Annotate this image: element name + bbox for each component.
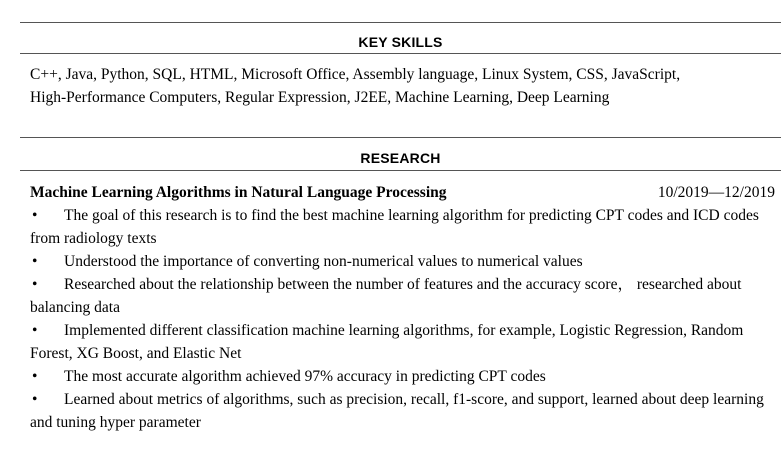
research-divider — [20, 170, 781, 171]
research-entry — [30, 181, 775, 434]
bullet-icon: • — [32, 253, 38, 270]
bullet-text: Researched about the relationship between the number of features and the accuracy score， researched about balancing data — [30, 276, 742, 316]
list-item — [30, 250, 775, 273]
key-skills-list — [30, 63, 775, 109]
bullet-icon: • — [32, 207, 38, 224]
top-divider — [20, 22, 781, 23]
project-dates: 10/2019—12/2019 — [657, 184, 775, 201]
bullet-text: Learned about metrics of algorithms, such as precision, recall, f1-score, and support, learned about deep learning and tuning hyper parameter — [30, 391, 764, 431]
project-title: Machine Learning Algorithms in Natural Language Processing — [30, 184, 447, 201]
research-heading: RESEARCH — [360, 150, 441, 166]
key-skills-line-2: High-Performance Computers, Regular Expression, J2EE, Machine Learning, Deep Learning — [30, 89, 610, 106]
list-item — [30, 319, 775, 365]
list-item — [30, 273, 775, 319]
key-skills-heading: KEY SKILLS — [358, 34, 443, 50]
key-skills-line-1: C++, Java, Python, SQL, HTML, Microsoft Office, Assembly language, Linux System, CSS, JavaScript, — [30, 66, 681, 83]
bullet-icon: • — [32, 276, 38, 293]
research-bullet-list — [30, 204, 775, 434]
bullet-text: The goal of this research is to find the best machine learning algorithm for predicting CPT codes and ICD codes from radiology texts — [30, 207, 759, 247]
bullet-text: Understood the importance of converting non-numerical values to numerical values — [64, 253, 583, 270]
bullet-icon: • — [32, 322, 38, 339]
key-skills-divider — [20, 53, 781, 54]
bullet-text: Implemented different classification machine learning algorithms, for example, Logistic Regression, Random Forest, XG Boost, and Elastic Net — [30, 322, 744, 362]
list-item — [30, 204, 775, 250]
list-item — [30, 388, 775, 434]
list-item — [30, 365, 775, 388]
bullet-icon: • — [32, 391, 38, 408]
research-top-divider — [20, 137, 781, 138]
bullet-icon: • — [32, 368, 38, 385]
bullet-text: The most accurate algorithm achieved 97% accuracy in predicting CPT codes — [64, 368, 546, 385]
project-header — [30, 181, 775, 204]
